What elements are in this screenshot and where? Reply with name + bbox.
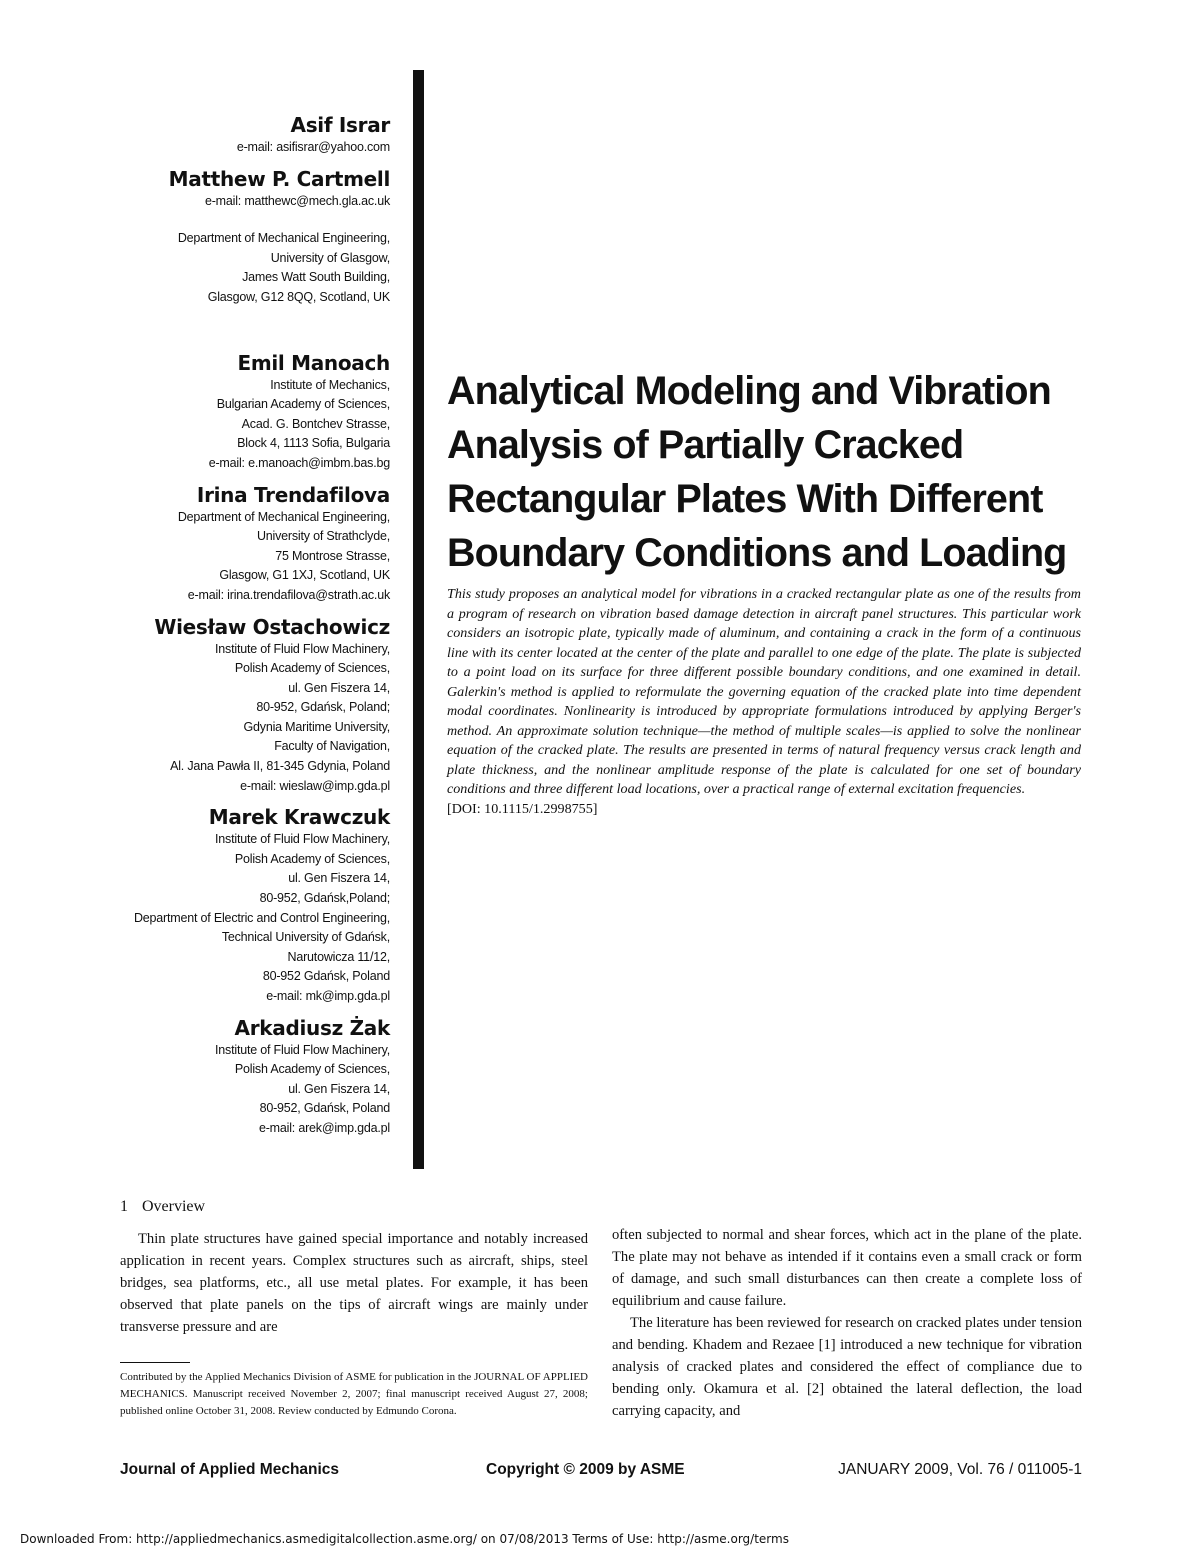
author-affiliation-line: e-mail: asifisrar@yahoo.com <box>236 140 390 154</box>
section-title: Overview <box>142 1198 206 1215</box>
author-affiliation-line: Glasgow, G1 1XJ, Scotland, UK <box>219 568 390 583</box>
author-affiliation-line: ul. Gen Fiszera 14, <box>288 871 390 886</box>
author-affiliation-line: Institute of Mechanics, <box>270 377 390 392</box>
author-affiliation-line: Faculty of Navigation, <box>274 739 390 754</box>
abstract-text: This study proposes an analytical model for vibrations in a cracked rectangular plate as one of the results from a program of research on vibration based damage detection in aircraft panel structures. This particular work considers an isotropic plate, typically made of aluminum, and containing a crack in the form of a continuous line with its center located at the center of the plate and parallel to one edge of the plate. The plate is subjected to a point load on its surface for three different possible boundary conditions, and one examined in detail. Galerkin's method is applied to reformulate the governing equation of the cracked plate into time dependent modal coordinates. Nonlinearity is introduced by appropriate formulations introduced by applying Berger's method. An approximate solution technique—the method of multiple scales—is applied to solve the nonlinear equation of the cracked plate. The results are presented in terms of natural frequency versus crack length and plate thickness, and the nonlinear amplitude response of the plate is calculated for one set of boundary conditions and three different load locations, over a practical range of external excitation frequencies. <box>447 586 1081 797</box>
author-affiliation-line: Glasgow, G12 8QQ, Scotland, UK <box>207 289 390 304</box>
footnote-rule <box>120 1362 190 1363</box>
abstract <box>447 585 1081 819</box>
author-name: Wiesław Ostachowicz <box>154 614 390 639</box>
title-divider-bar <box>413 70 424 1169</box>
author-affiliation-line: e-mail: wieslaw@imp.gda.pl <box>240 778 390 793</box>
paper-title: Analytical Modeling and Vibration Analysis of Partially Cracked Rectangular Plates With Different Boundary Conditions and Loading <box>447 369 1067 575</box>
copyright: Copyright © 2009 by ASME <box>486 1461 685 1478</box>
author-name: Arkadiusz Żak <box>234 1015 390 1040</box>
author-affiliation-line: 80-952, Gdańsk, Poland; <box>256 700 390 715</box>
author-name: Irina Trendafilova <box>196 482 390 507</box>
author-name: Marek Krawczuk <box>208 805 390 830</box>
author-affiliation-line: e-mail: arek@imp.gda.pl <box>258 1120 390 1135</box>
author-affiliation-line: Bulgarian Academy of Sciences, <box>216 397 390 412</box>
section-number: 1 <box>120 1198 128 1215</box>
author-block <box>100 350 390 474</box>
author-block <box>100 211 390 307</box>
author-affiliation-line: Department of Mechanical Engineering, <box>177 509 390 524</box>
author-list <box>100 112 390 1139</box>
journal-footer <box>120 1461 1082 1483</box>
author-affiliation-line: Narutowicza 11/12, <box>287 949 390 964</box>
author-affiliation-line: Polish Academy of Sciences, <box>234 851 390 866</box>
author-affiliation-line: 80-952, Gdańsk,Poland; <box>259 891 390 906</box>
author-affiliation-line: Department of Mechanical Engineering, <box>177 231 390 246</box>
author-affiliation-line: e-mail: mk@imp.gda.pl <box>266 989 390 1003</box>
author-affiliation-line: Department of Electric and Control Engineering, <box>133 910 390 925</box>
doi: [DOI: 10.1115/1.2998755] <box>447 800 598 817</box>
body-right-column <box>612 1224 1082 1422</box>
footnote: Contributed by the Applied Mechanics Division of ASME for publication in the JOURNAL OF APPLIED MECHANICS. Manuscript received November 2, 2007; final manuscript received August 27, 2008; published online October 31, 2008. Review conducted by Edmundo Corona. <box>120 1371 588 1417</box>
journal-name: Journal of Applied Mechanics <box>120 1461 340 1478</box>
spacer <box>100 211 390 229</box>
author-affiliation-line: e-mail: irina.trendafilova@strath.ac.uk <box>187 587 390 602</box>
author-block <box>100 112 390 158</box>
author-affiliation-line: Technical University of Gdańsk, <box>221 930 390 945</box>
author-affiliation-line: 80-952, Gdańsk, Poland <box>259 1101 390 1116</box>
author-affiliation-line: James Watt South Building, <box>242 270 390 285</box>
author-affiliation-line: University of Strathclyde, <box>256 529 390 544</box>
spacer <box>100 308 390 342</box>
body-paragraph-continuation: often subjected to normal and shear forces, which act in the plane of the plate. The plate may not behave as intended if it contains even a small crack or form of damage, and such small disturbances can then create a complete loss of equilibrium and cause failure. <box>612 1227 1082 1309</box>
body-left-column <box>120 1228 588 1338</box>
issue-info: JANUARY 2009, Vol. 76 / 011005-1 <box>838 1461 1082 1478</box>
author-block <box>100 1015 390 1139</box>
author-name: Asif Israr <box>290 113 390 137</box>
author-affiliation-line: ul. Gen Fiszera 14, <box>288 1081 390 1096</box>
download-notice: Downloaded From: http://appliedmechanics.asmedigitalcollection.asme.org/ on 07/08/2013 Terms of Use: http://asme.org/terms <box>20 1532 789 1546</box>
author-affiliation-line: Al. Jana Pawła II, 81-345 Gdynia, Poland <box>170 759 390 774</box>
author-affiliation-line: Institute of Fluid Flow Machinery, <box>215 1042 390 1057</box>
section-heading <box>120 1198 205 1216</box>
author-block <box>100 804 390 1006</box>
author-block <box>100 614 390 797</box>
author-name: Emil Manoach <box>237 350 390 375</box>
author-affiliation-line: University of Glasgow, <box>270 250 390 265</box>
author-block <box>100 166 390 212</box>
author-affiliation-line: Polish Academy of Sciences, <box>234 661 390 676</box>
author-affiliation-line: e-mail: e.manoach@imbm.bas.bg <box>208 455 390 470</box>
author-affiliation-line: 80-952 Gdańsk, Poland <box>262 969 390 984</box>
author-affiliation-line: e-mail: matthewc@mech.gla.ac.uk <box>204 193 390 208</box>
author-affiliation-line: Gdynia Maritime University, <box>243 719 390 734</box>
author-block <box>100 482 390 606</box>
author-affiliation-line: Institute of Fluid Flow Machinery, <box>215 832 390 847</box>
author-affiliation-line: ul. Gen Fiszera 14, <box>288 680 390 695</box>
author-name: Matthew P. Cartmell <box>168 166 390 191</box>
author-affiliation-line: Acad. G. Bontchev Strasse, <box>241 416 390 431</box>
author-affiliation-line: Institute of Fluid Flow Machinery, <box>215 641 390 656</box>
author-affiliation-line: Block 4, 1113 Sofia, Bulgaria <box>237 436 390 451</box>
body-paragraph: Thin plate structures have gained special importance and notably increased application in recent years. Complex structures such as aircraft, ships, steel bridges, sea platforms, etc., all use metal plates. For example, it has been observed that plate panels on the tips of aircraft wings are mainly under transverse pressure and are <box>120 1231 588 1335</box>
author-affiliation-line: Polish Academy of Sciences, <box>234 1062 390 1077</box>
author-affiliation-line: 75 Montrose Strasse, <box>275 548 390 563</box>
body-paragraph: The literature has been reviewed for research on cracked plates under tension and bending. Khadem and Rezaee [1] introduced a new technique for vibration analysis of cracked plates and considered the effect of compliance due to bending only. Okamura et al. [2] obtained the lateral deflection, the load carrying capacity, and <box>612 1315 1082 1419</box>
